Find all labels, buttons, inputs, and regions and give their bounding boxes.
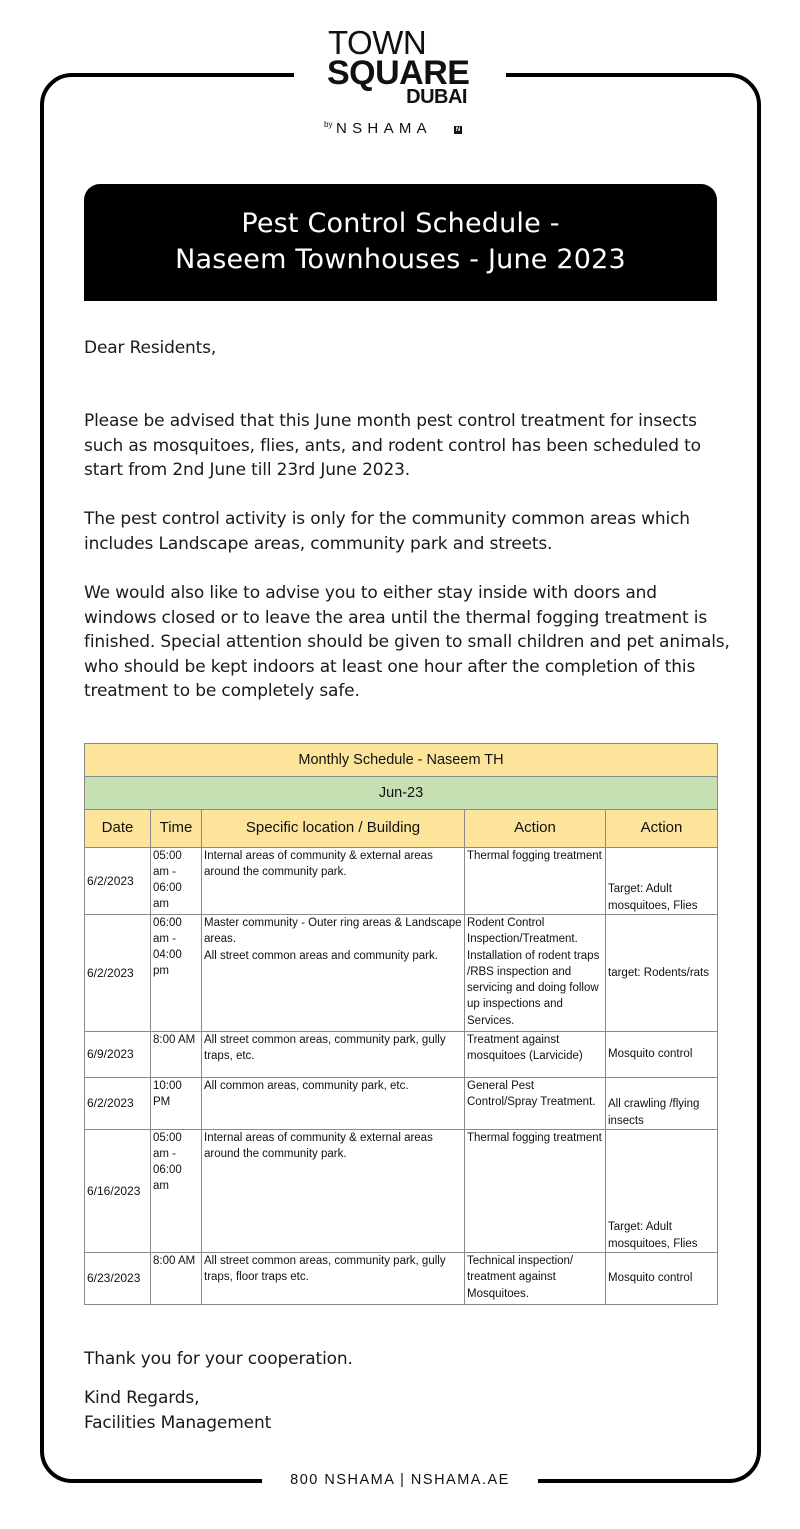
cell-date: 6/16/2023 — [85, 1130, 151, 1253]
cell-time: 8:00 AM — [151, 1032, 202, 1078]
page-title-line-1: Pest Control Schedule - — [241, 208, 560, 239]
logo-town: TOWN — [328, 24, 427, 61]
nshama-mark-icon: N — [455, 127, 461, 133]
cell-location: All street common areas, community park, gully traps, etc. — [202, 1032, 465, 1078]
paragraph-scope: The pest control activity is only for the community common areas which includes Landscape areas, community park and streets. — [84, 509, 690, 554]
cell-time: 05:00 am - 06:00 am — [151, 848, 202, 915]
thanks-line: Thank you for your cooperation. — [84, 1349, 353, 1369]
cell-action: Rodent Control Inspection/Treatment. Installation of rodent traps /RBS inspection and servicing and doing follow up inspections and Services. — [465, 915, 606, 1032]
paragraph-safety-advice: We would also like to advise you to either stay inside with doors and windows closed or to leave the area until the thermal fogging treatment is finished. Special attention should be given to small children and pet animals, who should be kept indoors at least one hour after the completion of this treatment to be completely safe. — [84, 583, 730, 701]
cell-target: Mosquito control — [606, 1253, 718, 1305]
footer-contact: 800 NSHAMA | NSHAMA.AE — [262, 1468, 538, 1492]
table-row — [85, 1130, 718, 1253]
table-row — [85, 1253, 718, 1305]
table-row — [85, 1032, 718, 1078]
cell-target: target: Rodents/rats — [606, 915, 718, 1032]
cell-date: 6/2/2023 — [85, 848, 151, 915]
cell-time: 05:00 am - 06:00 am — [151, 1130, 202, 1253]
table-row — [85, 848, 718, 915]
schedule-table — [84, 743, 718, 1305]
cell-date: 6/2/2023 — [85, 915, 151, 1032]
greeting: Dear Residents, — [84, 338, 217, 358]
cell-date: 6/23/2023 — [85, 1253, 151, 1305]
cell-location: Internal areas of community & external areas around the community park. — [202, 1130, 465, 1253]
cell-action: General Pest Control/Spray Treatment. — [465, 1078, 606, 1130]
schedule-month: Jun-23 — [85, 777, 718, 810]
signoff-line: Kind Regards, — [84, 1388, 200, 1408]
cell-target: Target: Adult mosquitoes, Flies — [606, 1130, 718, 1253]
table-row — [85, 915, 718, 1032]
town-square-dubai-logo — [294, 22, 506, 142]
cell-action: Thermal fogging treatment — [465, 1130, 606, 1253]
cell-location: All street common areas, community park, gully traps, floor traps etc. — [202, 1253, 465, 1305]
schedule-title: Monthly Schedule - Naseem TH — [85, 744, 718, 777]
cell-time: 8:00 AM — [151, 1253, 202, 1305]
cell-target: Target: Adult mosquitoes, Flies — [606, 848, 718, 915]
column-header-time: Time — [151, 810, 202, 848]
cell-target: All crawling /flying insects — [606, 1078, 718, 1130]
page-title-line-2: Naseem Townhouses - June 2023 — [175, 244, 626, 275]
cell-location — [202, 915, 465, 1032]
logo-dubai: DUBAI — [406, 86, 467, 108]
table-row — [85, 1078, 718, 1130]
cell-location: All common areas, community park, etc. — [202, 1078, 465, 1130]
cell-action: Treatment against mosquitoes (Larvicide) — [465, 1032, 606, 1078]
cell-time: 10:00 PM — [151, 1078, 202, 1130]
column-header-action: Action — [465, 810, 606, 848]
cell-time: 06:00 am - 04:00 pm — [151, 915, 202, 1032]
logo-by: by — [324, 120, 333, 129]
cell-date: 6/9/2023 — [85, 1032, 151, 1078]
cell-action: Thermal fogging treatment — [465, 848, 606, 915]
title-banner — [84, 184, 717, 301]
column-header-location: Specific location / Building — [202, 810, 465, 848]
column-header-date: Date — [85, 810, 151, 848]
column-header-target: Action — [606, 810, 718, 848]
cell-date: 6/2/2023 — [85, 1078, 151, 1130]
cell-target: Mosquito control — [606, 1032, 718, 1078]
cell-action: Technical inspection/ treatment against Mosquitoes. — [465, 1253, 606, 1305]
logo-square: SQUARE — [327, 54, 470, 92]
signature-line: Facilities Management — [84, 1413, 272, 1433]
cell-location: Internal areas of community & external areas around the community park. — [202, 848, 465, 915]
logo-nshama: NSHAMA — [336, 120, 432, 137]
cell-location-line-1: Master community - Outer ring areas & Landscape areas. — [204, 917, 462, 946]
paragraph-schedule-dates: Please be advised that this June month pest control treatment for insects such as mosquitoes, flies, ants, and rodent control has been scheduled to start from 2nd June till 23rd June 2023. — [84, 411, 701, 480]
cell-location-line-2: All street common areas and community park. — [204, 949, 438, 962]
